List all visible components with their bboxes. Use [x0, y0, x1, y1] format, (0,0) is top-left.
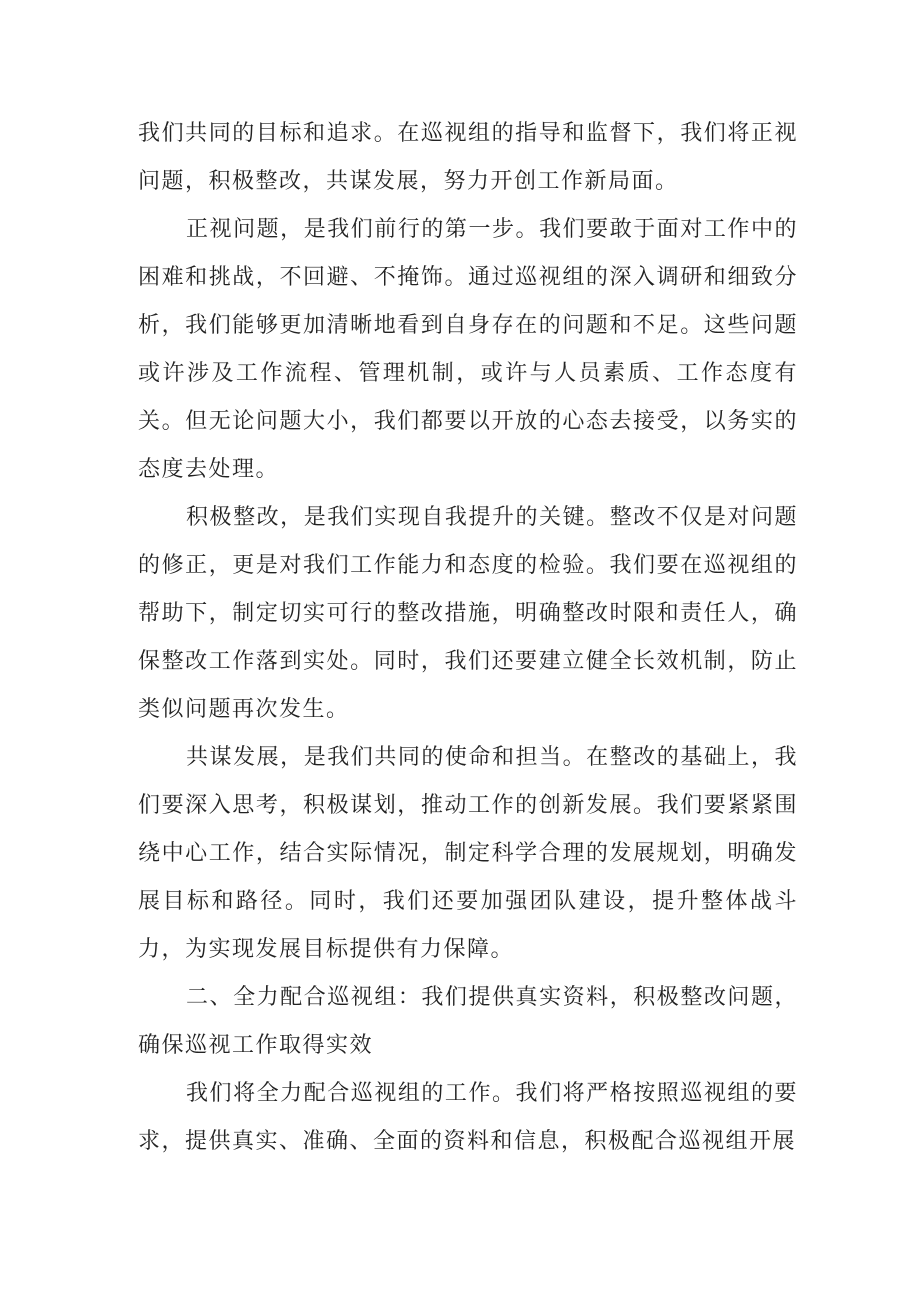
paragraph-4: 共谋发展，是我们共同的使命和担当。在整改的基础上，我们要深入思考，积极谋划，推动工作的创新发展。我们要紧紧围绕中心工作，结合实际情况，制定科学合理的发展规划，明确发展目标和路径。同时，我们还要加强团队建设，提升整体战斗力，为实现发展目标提供有力保障。: [138, 745, 798, 962]
document-body: [138, 110, 798, 1166]
section-heading: 二、全力配合巡视组：我们提供真实资料，积极整改问题，确保巡视工作取得实效: [138, 985, 798, 1058]
paragraph-3: 积极整改，是我们实现自我提升的关键。整改不仅是对问题的修正，更是对我们工作能力和态度的检验。我们要在巡视组的帮助下，制定切实可行的整改措施，明确整改时限和责任人，确保整改工作落到实处。同时，我们还要建立健全长效机制，防止类似问题再次发生。: [138, 505, 798, 722]
paragraph-2: 正视问题，是我们前行的第一步。我们要敢于面对工作中的困难和挑战，不回避、不掩饰。通过巡视组的深入调研和细致分析，我们能够更加清晰地看到自身存在的问题和不足。这些问题或许涉及工作流程、管理机制，或许与人员素质、工作态度有关。但无论问题大小，我们都要以开放的心态去接受，以务实的态度去处理。: [138, 217, 798, 482]
paragraph-5: 我们将全力配合巡视组的工作。我们将严格按照巡视组的要求，提供真实、准确、全面的资料和信息，积极配合巡视组开展: [138, 1081, 798, 1154]
paragraph-1: 我们共同的目标和追求。在巡视组的指导和监督下，我们将正视问题，积极整改，共谋发展，努力开创工作新局面。: [138, 121, 798, 194]
